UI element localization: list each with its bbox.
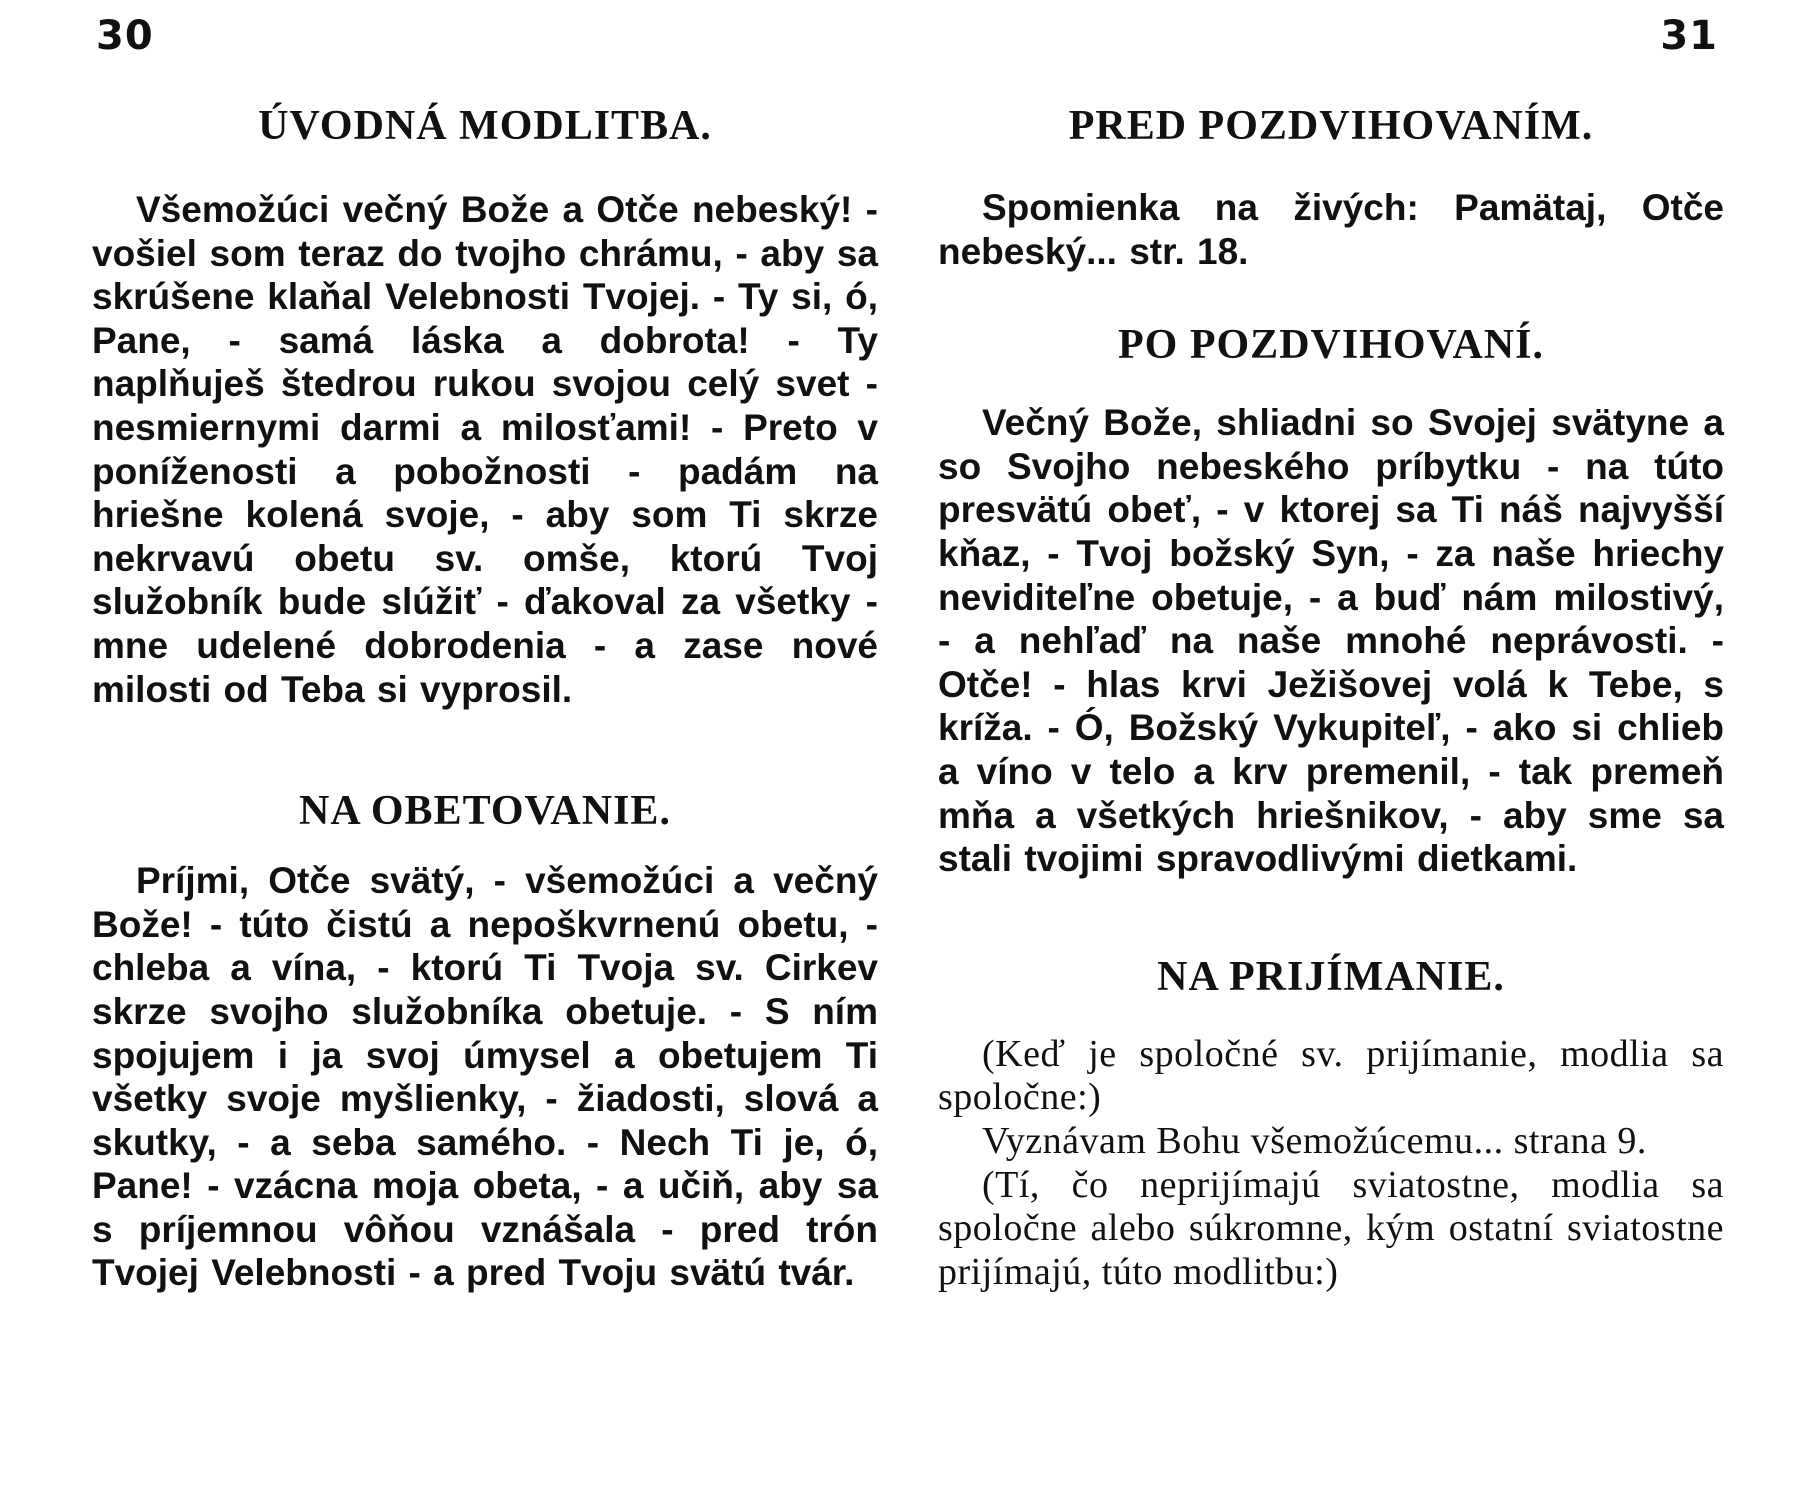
note-neprijimaju: (Tí, čo neprijímajú sviatostne, modlia sa spoločne alebo súkromne, kým ostatní sviatostne prijímajú, túto modlitbu:) xyxy=(938,1163,1724,1293)
left-page-column xyxy=(92,100,878,1295)
right-page-column xyxy=(938,100,1724,1294)
heading-na-obetovanie: NA OBETOVANIE. xyxy=(299,788,671,835)
heading-na-prijimanie: NA PRIJÍMANIE. xyxy=(1157,953,1505,1000)
heading-pred-pozdvihovanim: PRED POZDVIHOVANÍM. xyxy=(1068,103,1594,149)
note-spolocne-prijimanie: (Keď je spoločné sv. prijímanie, modlia sa spoločne:) xyxy=(938,1032,1724,1119)
paragraph-po-pozdvihovani: Večný Bože, shliadni so Svojej svätyne a so Svojho nebeského príbytku - na túto presvätú obeť, - v ktorej sa Ti náš najvyšší kňaz, - Tvoj božský Syn, - za naše hriechy neviditeľne obetuje, - a buď nám milostivý, - a nehľaď na naše mnohé neprávosti. - Otče! - hlas krvi Ježišovej volá k Tebe, s kríža. - Ó, Božský Vykupiteľ, - ako si chlieb a víno v telo a krv premenil, - tak premeň mňa a všetkých hriešnikov, - aby sme sa stali tvojimi spravodlivými dietkami. xyxy=(938,402,1724,880)
heading-po-pozdvihovani: PO POZDVIHOVANÍ. xyxy=(1118,322,1544,369)
page-number-right: 31 xyxy=(1660,13,1718,59)
paragraph-pred-pozdvihovanim: Spomienka na živých: Pamätaj, Otče nebeský... str. 18. xyxy=(938,187,1724,272)
page-number-left: 30 xyxy=(96,13,154,59)
heading-uvodna-modlitba: ÚVODNÁ MODLITBA. xyxy=(258,103,712,149)
paragraph-uvodna-modlitba: Všemožúci večný Bože a Otče nebeský! - vošiel som teraz do tvojho chrámu, - aby sa skrúšene klaňal Velebnosti Tvojej. - Ty si, ó, Pane, - samá láska a dobrota! - Ty naplňuješ štedrou rukou svojou celý svet - nesmiernymi darmi a milosťami! - Preto v poníženosti a pobožnosti - padám na hriešne kolená svoje, - aby som Ti skrze nekrvavú obetu sv. omše, ktorú Tvoj služobník bude slúžiť - ďakoval za všetky - mne udelené dobrodenia - a zase nové milosti od Teba si vyprosil. xyxy=(92,189,878,710)
note-vyznavam: Vyznávam Bohu všemožúcemu... strana 9. xyxy=(982,1119,1647,1162)
paragraph-na-obetovanie: Príjmi, Otče svätý, - všemožúci a večný Bože! - túto čistú a nepoškvrnenú obetu, - chleba a vína, - ktorú Ti Tvoja sv. Cirkev skrze svojho služobníka obetuje. - S ním spojujem i ja svoj úmysel a obetujem Ti všetky svoje myšlienky, - žiadosti, slová a skutky, - a seba samého. - Nech Ti je, ó, Pane! - vzácna moja obeta, - a učiň, aby sa s príjemnou vôňou vznášala - pred trón Tvojej Velebnosti - a pred Tvoju svätú tvár. xyxy=(92,860,878,1294)
